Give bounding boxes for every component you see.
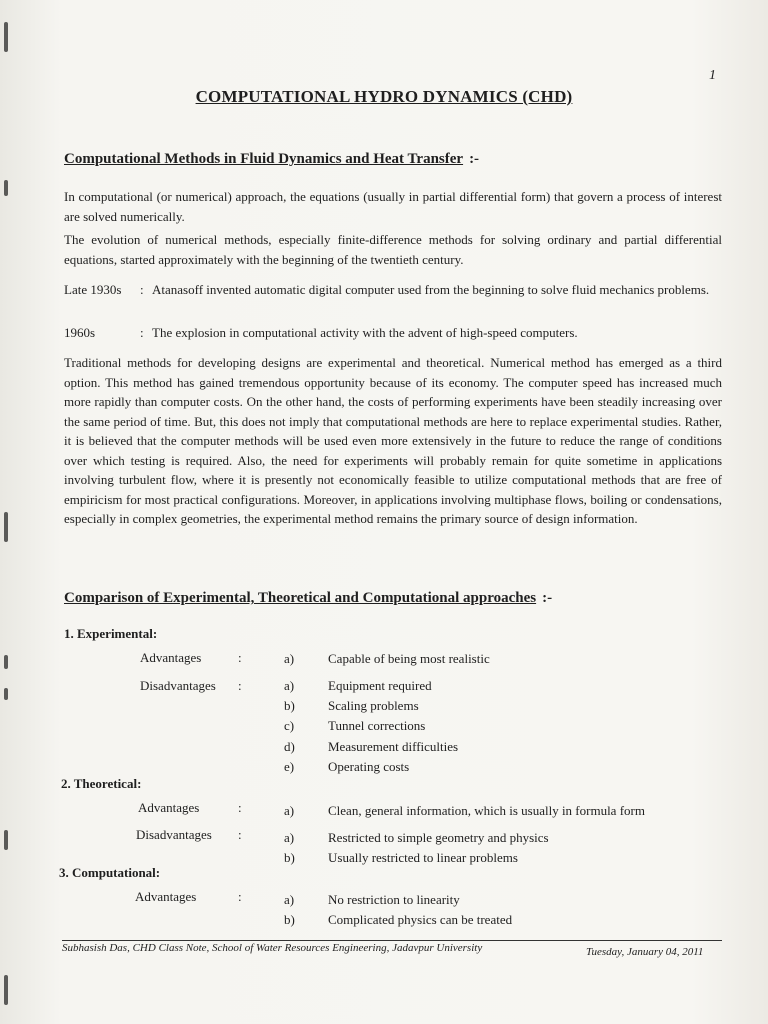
binding-mark bbox=[4, 655, 8, 669]
timeline-year: 1960s bbox=[64, 325, 96, 340]
disadvantages-label: Disadvantages bbox=[136, 827, 212, 842]
list-item: Usually restricted to linear problems bbox=[328, 850, 518, 865]
item-letter: b) bbox=[284, 912, 295, 927]
label-colon: : bbox=[238, 827, 242, 842]
binding-mark bbox=[4, 180, 8, 196]
list-item: Scaling problems bbox=[328, 698, 419, 713]
list-item: Restricted to simple geometry and physics bbox=[328, 830, 549, 845]
paragraph-traditional-methods: Traditional methods for developing designs are experimental and theoretical. Numerical method has emerged as a third option. This method has gained tremendous opportunity because of its economy. The computer speed has increased much more rapidly than computer costs. On the other hand, the costs of performing experiments have been steadily increasing over the same period of time. But, this does not imply that computational methods are here to replace experimental studies. Rather, it is believed that the computer methods will be used even more extensively in the future to reduce the range of conditions over which testing is required. Also, the need for experiments will probably remain for quite sometime in applications involving turbulent flow, where it is presently not economically feasible to utilize computational methods that are free of empiricism for most practical configurations. Moreover, in applications involving multiphase flows, boiling or condensations, especially in complex geometries, the experimental method remains the primary source of design information. bbox=[64, 355, 722, 526]
advantages-label: Advantages bbox=[138, 800, 200, 815]
list-item: Complicated physics can be treated bbox=[328, 912, 513, 927]
item-letter: a) bbox=[284, 678, 295, 693]
timeline-colon: : bbox=[140, 325, 144, 340]
item-letter: d) bbox=[284, 739, 295, 754]
advantages-label: Advantages bbox=[135, 889, 197, 904]
section-heading-text: Computational Methods in Fluid Dynamics and Heat Transfer bbox=[64, 151, 464, 167]
section-heading-comparison bbox=[64, 590, 552, 607]
footer-date: Tuesday, January 04, 2011 bbox=[586, 946, 704, 958]
timeline-colon: : bbox=[140, 282, 144, 297]
document-title: COMPUTATIONAL HYDRO DYNAMICS (CHD) bbox=[195, 87, 573, 106]
section-heading-text: Comparison of Experimental, Theoretical and Computational approaches bbox=[64, 590, 537, 606]
item-letter: b) bbox=[284, 698, 295, 713]
timeline-text: The explosion in computational activity with the advent of high-speed computers. bbox=[152, 325, 578, 340]
label-colon: : bbox=[238, 678, 242, 693]
disadvantages-label: Disadvantages bbox=[140, 678, 216, 693]
list-item: Capable of being most realistic bbox=[328, 651, 490, 666]
binding-mark bbox=[4, 688, 8, 700]
category-heading-theoretical: 2. Theoretical: bbox=[61, 776, 142, 791]
paragraph-intro: In computational (or numerical) approach, the equations (usually in partial differential form) that govern a process of interest are solved numerically. bbox=[64, 189, 722, 224]
list-item: Clean, general information, which is usually in formula form bbox=[328, 803, 645, 818]
timeline-row bbox=[64, 280, 722, 320]
item-letter: a) bbox=[284, 892, 295, 907]
list-item: Equipment required bbox=[328, 678, 432, 693]
list-item: No restriction to linearity bbox=[328, 892, 460, 907]
advantages-label: Advantages bbox=[140, 650, 202, 665]
page-number: 1 bbox=[709, 68, 716, 83]
footer-rule bbox=[62, 940, 722, 941]
category-heading-computational: 3. Computational: bbox=[59, 865, 161, 880]
category-heading-experimental: 1. Experimental: bbox=[64, 626, 158, 641]
list-item: Measurement difficulties bbox=[328, 739, 459, 754]
label-colon: : bbox=[238, 889, 242, 904]
label-colon: : bbox=[238, 650, 242, 665]
paragraph-evolution: The evolution of numerical methods, especially finite-difference methods for solving ordinary and partial differential equations, started approximately with the beginning of the twentieth century. bbox=[64, 232, 722, 267]
binding-mark bbox=[4, 22, 8, 52]
item-letter: a) bbox=[284, 651, 295, 666]
section-heading-methods bbox=[64, 151, 479, 168]
item-letter: a) bbox=[284, 803, 295, 818]
list-item: Tunnel corrections bbox=[328, 718, 426, 733]
binding-mark bbox=[4, 830, 8, 850]
footer-author: Subhasish Das, CHD Class Note, School of Water Resources Engineering, Jadavpur University bbox=[62, 942, 483, 954]
label-colon: : bbox=[238, 800, 242, 815]
binding-mark bbox=[4, 512, 8, 542]
timeline-row bbox=[64, 323, 722, 343]
item-letter: b) bbox=[284, 850, 295, 865]
timeline-text: Atanasoff invented automatic digital computer used from the beginning to solve fluid mechanics problems. bbox=[152, 282, 710, 297]
item-letter: c) bbox=[284, 718, 295, 733]
item-letter: e) bbox=[284, 759, 295, 774]
timeline-year: Late 1930s bbox=[64, 282, 122, 297]
section-heading-suffix: :- bbox=[542, 590, 553, 606]
binding-mark bbox=[4, 975, 8, 1005]
list-item: Operating costs bbox=[328, 759, 410, 774]
section-heading-suffix: :- bbox=[469, 151, 480, 167]
item-letter: a) bbox=[284, 830, 295, 845]
